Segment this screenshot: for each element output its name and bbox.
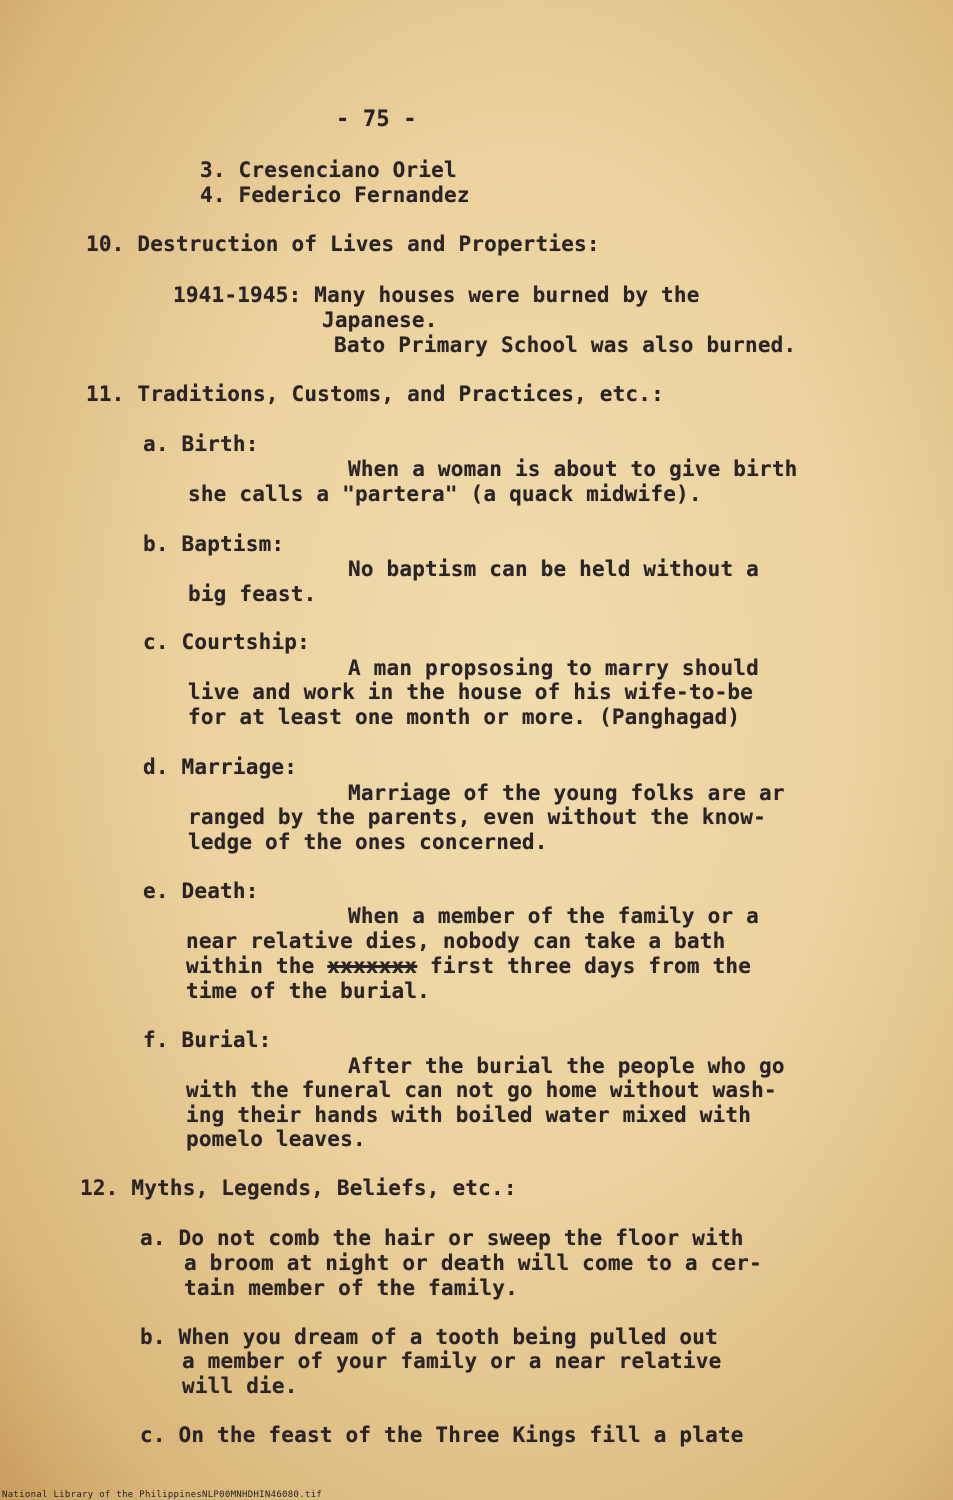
subsection-label: e. Death: [143, 879, 259, 903]
paragraph-line: with the funeral can not go home without wash- [186, 1078, 777, 1102]
paragraph-line: for at least one month or more. (Panghagad) [188, 705, 741, 729]
text-fragment: first three days from the [430, 954, 752, 978]
paragraph-line: ranged by the parents, even without the know- [188, 805, 766, 829]
subsection-label: d. Marriage: [143, 755, 298, 779]
struck-out-word: xxxxxxx [327, 954, 418, 978]
paragraph-line: Bato Primary School was also burned. [334, 333, 797, 357]
paragraph-line: a. Do not comb the hair or sweep the floor with [140, 1226, 744, 1250]
paragraph-line: a member of your family or a near relative [182, 1349, 722, 1373]
section-heading: 10. Destruction of Lives and Properties: [86, 232, 600, 256]
paragraph-line: pomelo leaves. [186, 1127, 366, 1151]
paragraph-line [186, 954, 751, 978]
paragraph-line: she calls a "partera" (a quack midwife). [188, 482, 702, 506]
section-heading: 11. Traditions, Customs, and Practices, etc.: [86, 382, 664, 406]
subsection-label: a. Birth: [143, 432, 259, 456]
page-number: - 75 - [336, 107, 417, 132]
paragraph-line: c. On the feast of the Three Kings fill a plate [140, 1423, 744, 1447]
list-item: 4. Federico Fernandez [200, 183, 470, 207]
paragraph-line: 1941-1945: Many houses were burned by the [173, 283, 700, 307]
paragraph-line: Marriage of the young folks are ar [348, 781, 785, 805]
paragraph-line: big feast. [188, 582, 317, 606]
footer-filename: NLP00MNHDHIN46080.tif [202, 1490, 323, 1500]
paragraph-line: near relative dies, nobody can take a bath [186, 929, 726, 953]
paragraph-line: When a member of the family or a [348, 904, 759, 928]
paragraph-line: a broom at night or death will come to a cer- [184, 1251, 762, 1275]
footer-source: National Library of the Philippines [2, 1490, 203, 1500]
paragraph-line: ing their hands with boiled water mixed with [186, 1103, 752, 1127]
paragraph-line: ledge of the ones concerned. [188, 830, 548, 854]
paragraph-line: Japanese. [322, 308, 438, 332]
subsection-label: b. Baptism: [143, 532, 285, 556]
paragraph-line: b. When you dream of a tooth being pulled out [140, 1325, 718, 1349]
paragraph-line: When a woman is about to give birth [348, 457, 798, 481]
text-fragment: within the [186, 954, 315, 978]
list-item: 3. Cresenciano Oriel [200, 158, 457, 182]
paragraph-line: will die. [182, 1374, 298, 1398]
paragraph-line: After the burial the people who go [348, 1054, 785, 1078]
paragraph-line: time of the burial. [186, 979, 431, 1003]
paragraph-line: live and work in the house of his wife-to-be [188, 680, 754, 704]
paragraph-line: No baptism can be held without a [348, 557, 759, 581]
subsection-label: f. Burial: [143, 1028, 272, 1052]
section-heading: 12. Myths, Legends, Beliefs, etc.: [80, 1176, 517, 1200]
subsection-label: c. Courtship: [143, 630, 310, 654]
paragraph-line: A man propsosing to marry should [348, 656, 759, 680]
paragraph-line: tain member of the family. [184, 1276, 518, 1300]
